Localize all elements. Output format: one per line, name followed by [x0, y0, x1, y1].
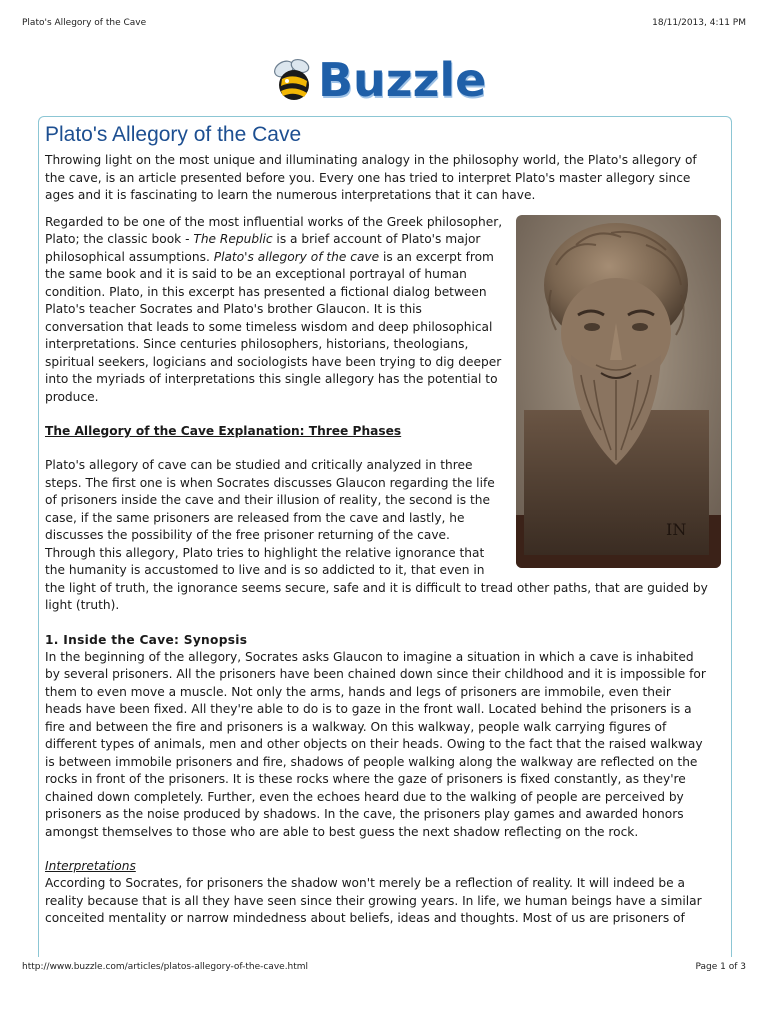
- logo-text: Buzzle: [318, 53, 487, 107]
- site-logo[interactable]: [270, 52, 486, 108]
- print-footer-url[interactable]: http://www.buzzle.com/articles/platos-allegory-of-the-cave.html: [22, 962, 309, 972]
- interpretations-heading: Interpretations: [45, 859, 136, 873]
- section-heading: The Allegory of the Cave Explanation: Three Phases: [45, 424, 402, 438]
- book-title: The Republic: [193, 232, 273, 246]
- article-lead: Throwing light on the most unique and illuminating analogy in the philosophy world, the Plato's allegory of the cave, is an article presented before you. Every one has tried to interpret Plato's master allegory since ages and it is fascinating to learn the numerous interpretations that it can have.: [45, 153, 697, 202]
- article-paragraph-3: Plato's allegory of cave can be studied and critically analyzed in three steps. The first one is when Socrates discusses Glaucon regarding the life of prisoners inside the cave and their illusion of reality, the second is the case, if the same prisoners are released from the cave and lastly, he discusses the possibility of the free prisoner returning of the cave. Through this allegory, Plato tries to highlight the relative ignorance that the humanity is accustomed to live and is so addicted to it, that even in the light of truth, the ignorance seems secure, safe and it is difficult to tread other paths, that are guided by light (truth).: [45, 458, 708, 612]
- excerpt-title: Plato's allegory of the cave: [213, 249, 380, 264]
- bee-icon: [270, 57, 316, 103]
- print-header-datetime: 18/11/2013, 4:11 PM: [652, 18, 746, 28]
- article-content: [45, 122, 711, 928]
- article-title: Plato's Allegory of the Cave: [45, 123, 302, 146]
- article-paragraph-2: Regarded to be one of the most influential works of the Greek philosopher, Plato; the classic book - The Republic is a brief account of Plato's major philosophical assumptions. Plato's allegory of the cave is an excerpt from the same book and it is said to be an exceptional portrayal of human condition. Plato, in this excerpt has presented a fictional dialog between Plato's teacher Socrates and Plato's brother Glaucon. It is this conversation that leads to some timeless wisdom and deep philosophical interpretations. Since centuries philosophers, historians, theologians, spiritual seekers, logicians and sociologists have been trying to dig deeper into the myriads of interpretations this single allegory has the potential to produce.: [45, 214, 503, 404]
- print-header-title: Plato's Allegory of the Cave: [22, 18, 147, 28]
- article-paragraph-5: According to Socrates, for prisoners the shadow won't merely be a reflection of reality. It will indeed be a reality because that is all they have seen since their growing years. In life, we human beings have a similar conceited mentality or narrow mindedness about beliefs, ideas and thoughts. Most of us are prisoners of: [45, 876, 702, 925]
- print-footer-page: Page 1 of 3: [695, 962, 746, 972]
- plato-bust-image: [516, 215, 721, 568]
- svg-text:IN: IN: [666, 519, 687, 539]
- article-clip: [0, 122, 768, 940]
- article-paragraph-4: In the beginning of the allegory, Socrates asks Glaucon to imagine a situation in which a cave is inhabited by several prisoners. All the prisoners have been chained down since their childhood and it is impossible for them to even move a muscle. Not only the arms, hands and legs of prisoners are immobile, even their heads have been fixed. All they're able to do is to gaze in the front wall. Located behind the prisoners is a fire and between the fire and prisoners is a walkway. On this walkway, people walk carrying figures of different types of animals, men and other objects on their heads. Owing to the fact that the raised walkway is between immobile prisoners and fire, shadows of people walking along the walkway are reflected on the rocks in front of the prisoners. It is these rocks where the gaze of prisoners is fixed constantly, as they're chained down completely. Further, even the echoes heard due to the walking of people are perceived by prisoners as the noise produced by shadows. In the cave, the prisoners play games and awarded honors amongst themselves to those who are able to best guess the next shadow reflecting on the rock.: [45, 649, 706, 839]
- subsection-heading: 1. Inside the Cave: Synopsis: [45, 632, 248, 647]
